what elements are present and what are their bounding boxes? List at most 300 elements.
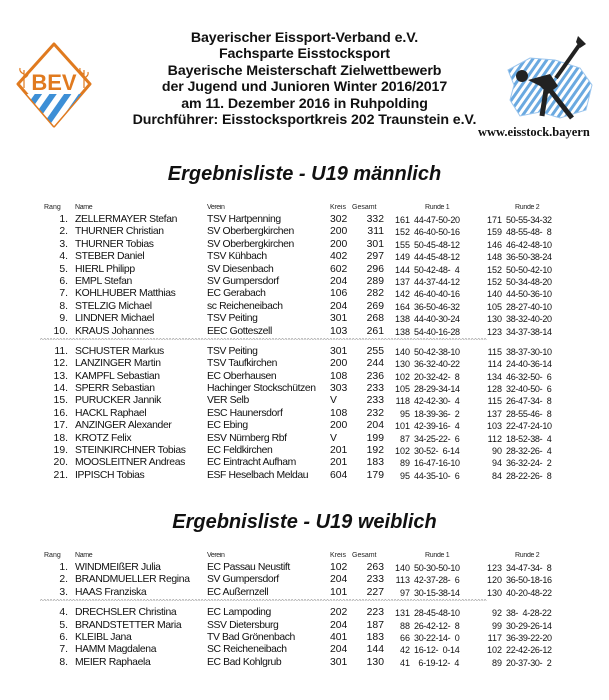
cell-rang: 7. [59, 288, 68, 300]
column-header-runde1: Runde 1 [425, 552, 450, 559]
cell-r2s: 117 [487, 632, 502, 643]
cell-name: HAAS Franziska [75, 586, 147, 598]
cell-rang: 5. [59, 263, 68, 275]
cell-r2s: 103 [486, 421, 502, 432]
cell-r2s: 94 [491, 458, 502, 469]
cell-r1s: 152 [394, 227, 410, 238]
column-header-name: Name [75, 552, 93, 559]
cell-verein: EC Bad Kohlgrub [207, 656, 282, 668]
cell-verein: EEC Gotteszell [207, 325, 272, 337]
cell-r2d: 34-47-34- 8 [506, 563, 552, 573]
cell-r2d: 20-37-30- 2 [506, 657, 552, 668]
section-title-u19-male: Ergebnisliste - U19 männlich [167, 163, 442, 185]
cell-r2d: 40-20-48-22 [506, 587, 552, 598]
cell-r1s: 137 [394, 276, 410, 287]
cell-r1d: 50-42-38-10 [414, 346, 460, 357]
cell-gesamt: 179 [366, 469, 384, 481]
cell-verein: sc Reicheneibach [207, 300, 283, 312]
cell-name: SCHUSTER Markus [75, 345, 164, 357]
cell-r1s: 102 [394, 371, 410, 382]
cell-r2d: 38- 4-28-22 [506, 608, 552, 619]
cell-name: SPERR Sebastian [75, 383, 155, 395]
cell-r1s: 101 [394, 421, 410, 432]
table-row [40, 574, 600, 586]
table-row [40, 470, 600, 482]
cell-gesamt: 144 [366, 644, 384, 656]
table-row [40, 371, 600, 383]
cell-name: STEBER Daniel [75, 251, 145, 263]
cell-rang: 1. [59, 214, 68, 225]
bev-logo-text: BEV [31, 70, 77, 95]
cell-name: THURNER Tobias [75, 238, 154, 250]
cell-name: BRANDMUELLER Regina [75, 574, 190, 586]
cell-rang: 12. [53, 358, 68, 370]
cell-rang: 10. [53, 325, 68, 337]
cell-verein: SSV Dietersburg [207, 619, 279, 631]
cell-r2d: 26-47-34- 8 [506, 396, 552, 407]
table-row [40, 239, 600, 251]
cell-r2d: 46-42-48-10 [506, 239, 552, 250]
cell-r2d: 28-27-40-10 [506, 301, 552, 312]
cell-r1s: 142 [394, 289, 410, 300]
column-header-rang: Rang [44, 204, 61, 211]
cell-r2s: 115 [487, 346, 502, 357]
table-row [40, 251, 600, 263]
cell-name: KOHLHUBER Matthias [75, 288, 176, 300]
column-header-gesamt: Gesamt [352, 204, 377, 211]
cell-rang: 3. [59, 586, 68, 598]
table-row [40, 657, 600, 669]
cell-rang: 13. [53, 370, 68, 382]
cell-r1d: 44-47-50-20 [414, 215, 460, 225]
cell-rang: 2. [59, 226, 68, 238]
cell-gesamt: 297 [366, 251, 384, 263]
cell-kreis: 402 [330, 251, 348, 263]
cell-r2s: 115 [487, 396, 502, 407]
cell-kreis: 200 [330, 358, 348, 370]
cell-r1s: 87 [399, 433, 410, 444]
cell-r1d: 20-32-42- 8 [414, 371, 460, 382]
cell-r2d: 36-50-18-16 [506, 575, 552, 586]
cell-verein: TSV Hartpenning [207, 214, 281, 225]
cell-gesamt: 282 [366, 288, 384, 300]
cell-gesamt: 232 [366, 407, 384, 419]
cell-kreis: 101 [330, 586, 348, 598]
cell-verein: TSV Taufkirchen [207, 358, 278, 370]
cell-verein: SC Reicheneibach [207, 644, 287, 656]
cell-r1d: 50-45-48-12 [414, 239, 460, 250]
cell-rang: 19. [53, 445, 68, 457]
cell-r2s: 89 [491, 657, 502, 668]
cell-name: MOOSLEITNER Andreas [75, 457, 185, 469]
cell-r2d: 36-50-38-24 [506, 252, 552, 263]
cell-r2s: 130 [486, 587, 502, 598]
header-line-championship: Bayerische Meisterschaft Zielwettbewerb [167, 62, 442, 79]
cell-name: KROTZ Felix [75, 432, 132, 444]
cell-rang: 15. [53, 395, 68, 407]
cell-r2s: 112 [487, 433, 502, 444]
cell-r2s: 171 [486, 215, 502, 225]
cell-rang: 2. [59, 574, 68, 586]
table-row [40, 383, 600, 395]
cell-r1d: 18-39-36- 2 [414, 408, 460, 419]
cell-verein: EC Außernzell [207, 586, 269, 598]
cell-name: EMPL Stefan [75, 275, 132, 287]
cell-r1d: 44-40-30-24 [414, 314, 460, 325]
cell-kreis: 201 [330, 457, 348, 469]
cell-rang: 8. [59, 300, 68, 312]
cell-kreis: V [330, 432, 337, 444]
cell-r2d: 34-37-38-14 [506, 326, 552, 337]
cell-kreis: 200 [330, 226, 348, 238]
cell-rang: 17. [53, 420, 68, 432]
cell-kreis: 302 [330, 214, 348, 225]
website-link[interactable]: www.eisstock.bayern [478, 125, 590, 139]
table-row [40, 587, 600, 599]
cell-r1s: 138 [394, 314, 410, 325]
cell-name: DRECHSLER Christina [75, 607, 177, 619]
cell-kreis: 108 [330, 370, 348, 382]
cell-r2d: 38-37-30-10 [506, 346, 552, 357]
cell-name: BRANDSTETTER Maria [75, 619, 182, 631]
results-table-u19-female [40, 552, 600, 669]
column-header-runde2: Runde 2 [515, 204, 540, 211]
cell-r1s: 144 [394, 264, 410, 275]
cell-r2d: 50-55-34-32 [506, 215, 552, 225]
cell-kreis: 604 [330, 469, 348, 481]
cell-kreis: 204 [330, 619, 348, 631]
cell-r1d: 16-12- 0-14 [414, 645, 460, 656]
table-row [40, 226, 600, 238]
header-line-date-place: am 11. Dezember 2016 in Ruhpolding [181, 95, 428, 112]
cell-verein: ESC Haunersdorf [207, 407, 283, 419]
cell-r1s: 41 [399, 657, 410, 668]
cell-rang: 8. [59, 656, 68, 668]
column-header-name: Name [75, 204, 93, 211]
cell-kreis: 303 [330, 383, 348, 395]
cell-verein: SV Oberbergkirchen [207, 226, 294, 238]
cell-name: ZELLERMAYER Stefan [75, 214, 178, 225]
cell-kreis: 602 [330, 263, 348, 275]
separator-line: ^^^^^^^^^^^^^^^^^^^^^^^^^^^^^^^^^^^^^^^^^^^^^^^^^^^^^^^^^^^^^^^^^^^^^^^^^^^^^^^^^^^^^^^^^^^^^^^^^^^^^^^^^^^^^^^^^^^^^^^^^^^^^^^^^^^^^^^^^^^ [40, 337, 487, 344]
cell-rang: 4. [59, 251, 68, 263]
cell-verein: SV Diesenbach [207, 263, 274, 275]
table-row [40, 301, 600, 313]
cell-verein: ESV Nürnberg Rbf [207, 432, 287, 444]
cell-r1d: 50-42-48- 4 [414, 264, 460, 275]
cell-rang: 9. [59, 313, 68, 325]
cell-r1d: 44-35-10- 6 [414, 470, 460, 481]
table-header [40, 552, 600, 562]
cell-r2d: 50-50-42-10 [506, 264, 552, 275]
cell-rang: 18. [53, 432, 68, 444]
cell-gesamt: 311 [367, 226, 384, 238]
cell-r1s: 155 [394, 239, 410, 250]
cell-r1d: 42-39-16- 4 [414, 421, 460, 432]
cell-name: LANZINGER Martin [75, 358, 161, 370]
cell-r1d: 46-40-40-16 [414, 289, 460, 300]
cell-rang: 6. [59, 631, 68, 643]
cell-gesamt: 332 [366, 214, 384, 225]
cell-name: STEINKIRCHNER Tobias [75, 445, 186, 457]
cell-r2s: 92 [491, 608, 502, 619]
table-row [40, 313, 600, 325]
cell-rang: 14. [53, 383, 68, 395]
cell-r1s: 130 [394, 359, 410, 370]
cell-gesamt: 223 [366, 607, 384, 619]
cell-r2d: 48-55-48- 8 [506, 227, 552, 238]
cell-r1s: 138 [394, 326, 410, 337]
column-header-verein: Verein [207, 204, 225, 211]
cell-name: HIERL Philipp [75, 263, 135, 275]
cell-r2s: 159 [486, 227, 502, 238]
cell-rang: 1. [59, 562, 68, 573]
cell-r2d: 36-32-24- 2 [506, 458, 552, 469]
column-header-kreis: Kreis [330, 204, 346, 211]
cell-r2s: 123 [486, 563, 502, 573]
cell-r1s: 140 [394, 346, 410, 357]
table-row [40, 395, 600, 407]
cell-r2d: 24-40-36-14 [506, 359, 552, 370]
cell-r2s: 99 [491, 620, 502, 631]
cell-r1d: 16-47-16-10 [414, 458, 460, 469]
cell-name: KLEIBL Jana [75, 631, 132, 643]
cell-rang: 20. [53, 457, 68, 469]
cell-r2s: 120 [486, 575, 502, 586]
cell-r1s: 95 [399, 408, 410, 419]
cell-kreis: 204 [330, 300, 348, 312]
cell-r1d: 30-52- 6-14 [414, 446, 460, 457]
cell-r1s: 149 [394, 252, 410, 263]
cell-r1d: 36-32-40-22 [414, 359, 460, 370]
cell-gesamt: 130 [366, 656, 384, 668]
cell-r2d: 38-32-40-20 [506, 314, 552, 325]
cell-gesamt: 183 [366, 457, 384, 469]
table-row [40, 607, 600, 619]
document-header [0, 30, 609, 128]
cell-r2s: 148 [486, 252, 502, 263]
cell-kreis: 201 [330, 445, 348, 457]
cell-gesamt: 183 [366, 631, 384, 643]
table-row [40, 288, 600, 300]
cell-verein: SV Oberbergkirchen [207, 238, 294, 250]
cell-r2d: 28-32-26- 4 [506, 446, 552, 457]
cell-gesamt: 192 [366, 445, 384, 457]
cell-kreis: 202 [330, 607, 348, 619]
cell-verein: EC Passau Neustift [207, 562, 290, 573]
cell-r1s: 97 [399, 587, 410, 598]
cell-name: LINDNER Michael [75, 313, 155, 325]
cell-kreis: 108 [330, 407, 348, 419]
cell-kreis: 106 [330, 288, 348, 300]
cell-name: WINDMEIßER Julia [75, 562, 161, 573]
cell-name: HACKL Raphael [75, 407, 147, 419]
cell-gesamt: 269 [366, 300, 384, 312]
cell-r2s: 114 [487, 359, 502, 370]
cell-kreis: 204 [330, 275, 348, 287]
table-row [40, 644, 600, 656]
column-header-rang: Rang [44, 552, 61, 559]
cell-r1s: 118 [395, 396, 410, 407]
cell-gesamt: 233 [366, 574, 384, 586]
table-row [40, 326, 600, 338]
cell-verein: TSV Kühbach [207, 251, 267, 263]
column-header-runde2: Runde 2 [515, 552, 540, 559]
cell-gesamt: 236 [366, 370, 384, 382]
cell-r1d: 42-37-28- 6 [414, 575, 460, 586]
cell-gesamt: 296 [366, 263, 384, 275]
cell-verein: TSV Peiting [207, 313, 258, 325]
cell-kreis: 200 [330, 238, 348, 250]
cell-r1d: 50-30-50-10 [414, 563, 460, 573]
cell-r1s: 105 [394, 384, 410, 395]
cell-name: STELZIG Michael [75, 300, 152, 312]
cell-r2s: 128 [486, 384, 502, 395]
cell-r1s: 164 [394, 301, 410, 312]
column-header-gesamt: Gesamt [352, 552, 377, 559]
table-row [40, 214, 600, 226]
cell-r1d: 42-42-30- 4 [414, 396, 460, 407]
header-line-organizer: Durchführer: Eisstocksportkreis 202 Traunstein e.V. [132, 112, 477, 129]
cell-name: KRAUS Johannes [75, 325, 154, 337]
cell-verein: EC Ebing [207, 420, 248, 432]
cell-r1d: 34-25-22- 6 [414, 433, 460, 444]
table-row [40, 276, 600, 288]
cell-rang: 5. [59, 619, 68, 631]
cell-gesamt: 227 [366, 586, 384, 598]
column-header-runde1: Runde 1 [425, 204, 450, 211]
cell-r1s: 131 [394, 608, 410, 619]
cell-kreis: 204 [330, 644, 348, 656]
separator-line: ^^^^^^^^^^^^^^^^^^^^^^^^^^^^^^^^^^^^^^^^^^^^^^^^^^^^^^^^^^^^^^^^^^^^^^^^^^^^^^^^^^^^^^^^^^^^^^^^^^^^^^^^^^^^^^^^^^^^^^^^^^^^^^^^^^^^^^^^^^^ [40, 599, 487, 606]
cell-gesamt: 261 [366, 325, 384, 337]
cell-name: KAMPFL Sebastian [75, 370, 160, 382]
cell-kreis: 301 [330, 313, 348, 325]
cell-r1s: 95 [399, 470, 410, 481]
cell-kreis: 301 [330, 345, 348, 357]
cell-r1d: 36-50-46-32 [414, 301, 460, 312]
cell-gesamt: 233 [366, 395, 384, 407]
table-row [40, 457, 600, 469]
cell-r2s: 140 [486, 289, 502, 300]
cell-r1s: 161 [394, 215, 410, 225]
cell-gesamt: 255 [366, 345, 384, 357]
cell-r1d: 30-22-14- 0 [414, 632, 460, 643]
cell-r2s: 152 [486, 264, 502, 275]
cell-gesamt: 289 [366, 275, 384, 287]
cell-verein: SV Gumpersdorf [207, 275, 279, 287]
cell-rang: 16. [53, 407, 68, 419]
cell-name: ANZINGER Alexander [75, 420, 172, 432]
cell-r1s: 102 [394, 446, 410, 457]
cell-name: PURUCKER Jannik [75, 395, 161, 407]
cell-r1s: 113 [395, 575, 410, 586]
cell-r1d: 28-45-48-10 [414, 608, 460, 619]
header-line-department: Fachsparte Eisstocksport [218, 46, 391, 63]
cell-r2s: 134 [486, 371, 502, 382]
cell-verein: EC Eintracht Aufham [207, 457, 296, 469]
cell-r2s: 105 [486, 301, 502, 312]
cell-r1s: 89 [399, 458, 410, 469]
cell-r2s: 146 [486, 239, 502, 250]
table-row [40, 445, 600, 457]
cell-kreis: V [330, 395, 337, 407]
cell-kreis: 102 [330, 562, 348, 573]
cell-r1d: 26-42-12- 8 [414, 620, 460, 631]
cell-rang: 4. [59, 607, 68, 619]
section-title-u19-female: Ergebnisliste - U19 weiblich [172, 511, 437, 533]
cell-gesamt: 199 [366, 432, 384, 444]
cell-rang: 7. [59, 644, 68, 656]
cell-r1s: 140 [394, 563, 410, 573]
cell-r2d: 44-50-36-10 [506, 289, 552, 300]
cell-r1s: 88 [399, 620, 410, 631]
cell-verein: Hachinger Stockschützen [207, 383, 316, 395]
cell-r2s: 102 [486, 645, 502, 656]
cell-r1d: 6-19-12- 4 [414, 657, 460, 668]
cell-rang: 21. [53, 469, 68, 481]
table-header [40, 204, 600, 214]
cell-r2s: 152 [486, 276, 502, 287]
cell-r2s: 84 [491, 470, 502, 481]
cell-r1d: 28-29-34-14 [414, 384, 460, 395]
cell-name: THURNER Christian [75, 226, 164, 238]
cell-r2d: 22-47-24-10 [506, 421, 552, 432]
cell-verein: VER Selb [207, 395, 249, 407]
cell-verein: TSV Peiting [207, 345, 258, 357]
cell-name: IPPISCH Tobias [75, 469, 145, 481]
cell-rang: 11. [54, 345, 68, 357]
cell-r2d: 18-52-38- 4 [506, 433, 552, 444]
cell-verein: EC Gerabach [207, 288, 266, 300]
cell-kreis: 401 [330, 631, 348, 643]
cell-kreis: 204 [330, 574, 348, 586]
cell-kreis: 103 [330, 325, 348, 337]
cell-name: HAMM Magdalena [75, 644, 157, 656]
table-row [40, 264, 600, 276]
cell-r1d: 44-45-48-12 [414, 252, 460, 263]
cell-r2d: 22-42-26-12 [506, 645, 552, 656]
table-row [40, 420, 600, 432]
cell-r1d: 54-40-16-28 [414, 326, 460, 337]
header-line-federation: Bayerischer Eissport-Verband e.V. [190, 30, 419, 46]
cell-r2d: 30-29-26-14 [506, 620, 552, 631]
cell-verein: EC Feldkirchen [207, 445, 273, 457]
cell-r1d: 46-40-50-16 [414, 227, 460, 238]
table-row [40, 408, 600, 420]
cell-gesamt: 244 [366, 358, 384, 370]
header-line-season: der Jugend und Junioren Winter 2016/2017 [161, 79, 448, 96]
cell-r1s: 66 [399, 632, 410, 643]
cell-gesamt: 263 [366, 562, 384, 573]
cell-kreis: 301 [330, 656, 348, 668]
cell-gesamt: 204 [366, 420, 384, 432]
cell-r2d: 32-40-50- 6 [506, 384, 552, 395]
cell-r1s: 42 [399, 645, 410, 656]
table-row [40, 562, 600, 574]
cell-r2d: 50-34-48-20 [506, 276, 552, 287]
table-row [40, 433, 600, 445]
cell-gesamt: 233 [366, 383, 384, 395]
cell-r1d: 44-37-44-12 [414, 276, 460, 287]
cell-verein: ESF Heselbach Meldau [207, 469, 309, 481]
cell-r2d: 28-55-46- 8 [506, 408, 552, 419]
cell-rang: 6. [59, 275, 68, 287]
cell-r2d: 46-32-50- 6 [506, 371, 552, 382]
cell-kreis: 200 [330, 420, 348, 432]
cell-gesamt: 301 [366, 238, 384, 250]
table-row [40, 620, 600, 632]
